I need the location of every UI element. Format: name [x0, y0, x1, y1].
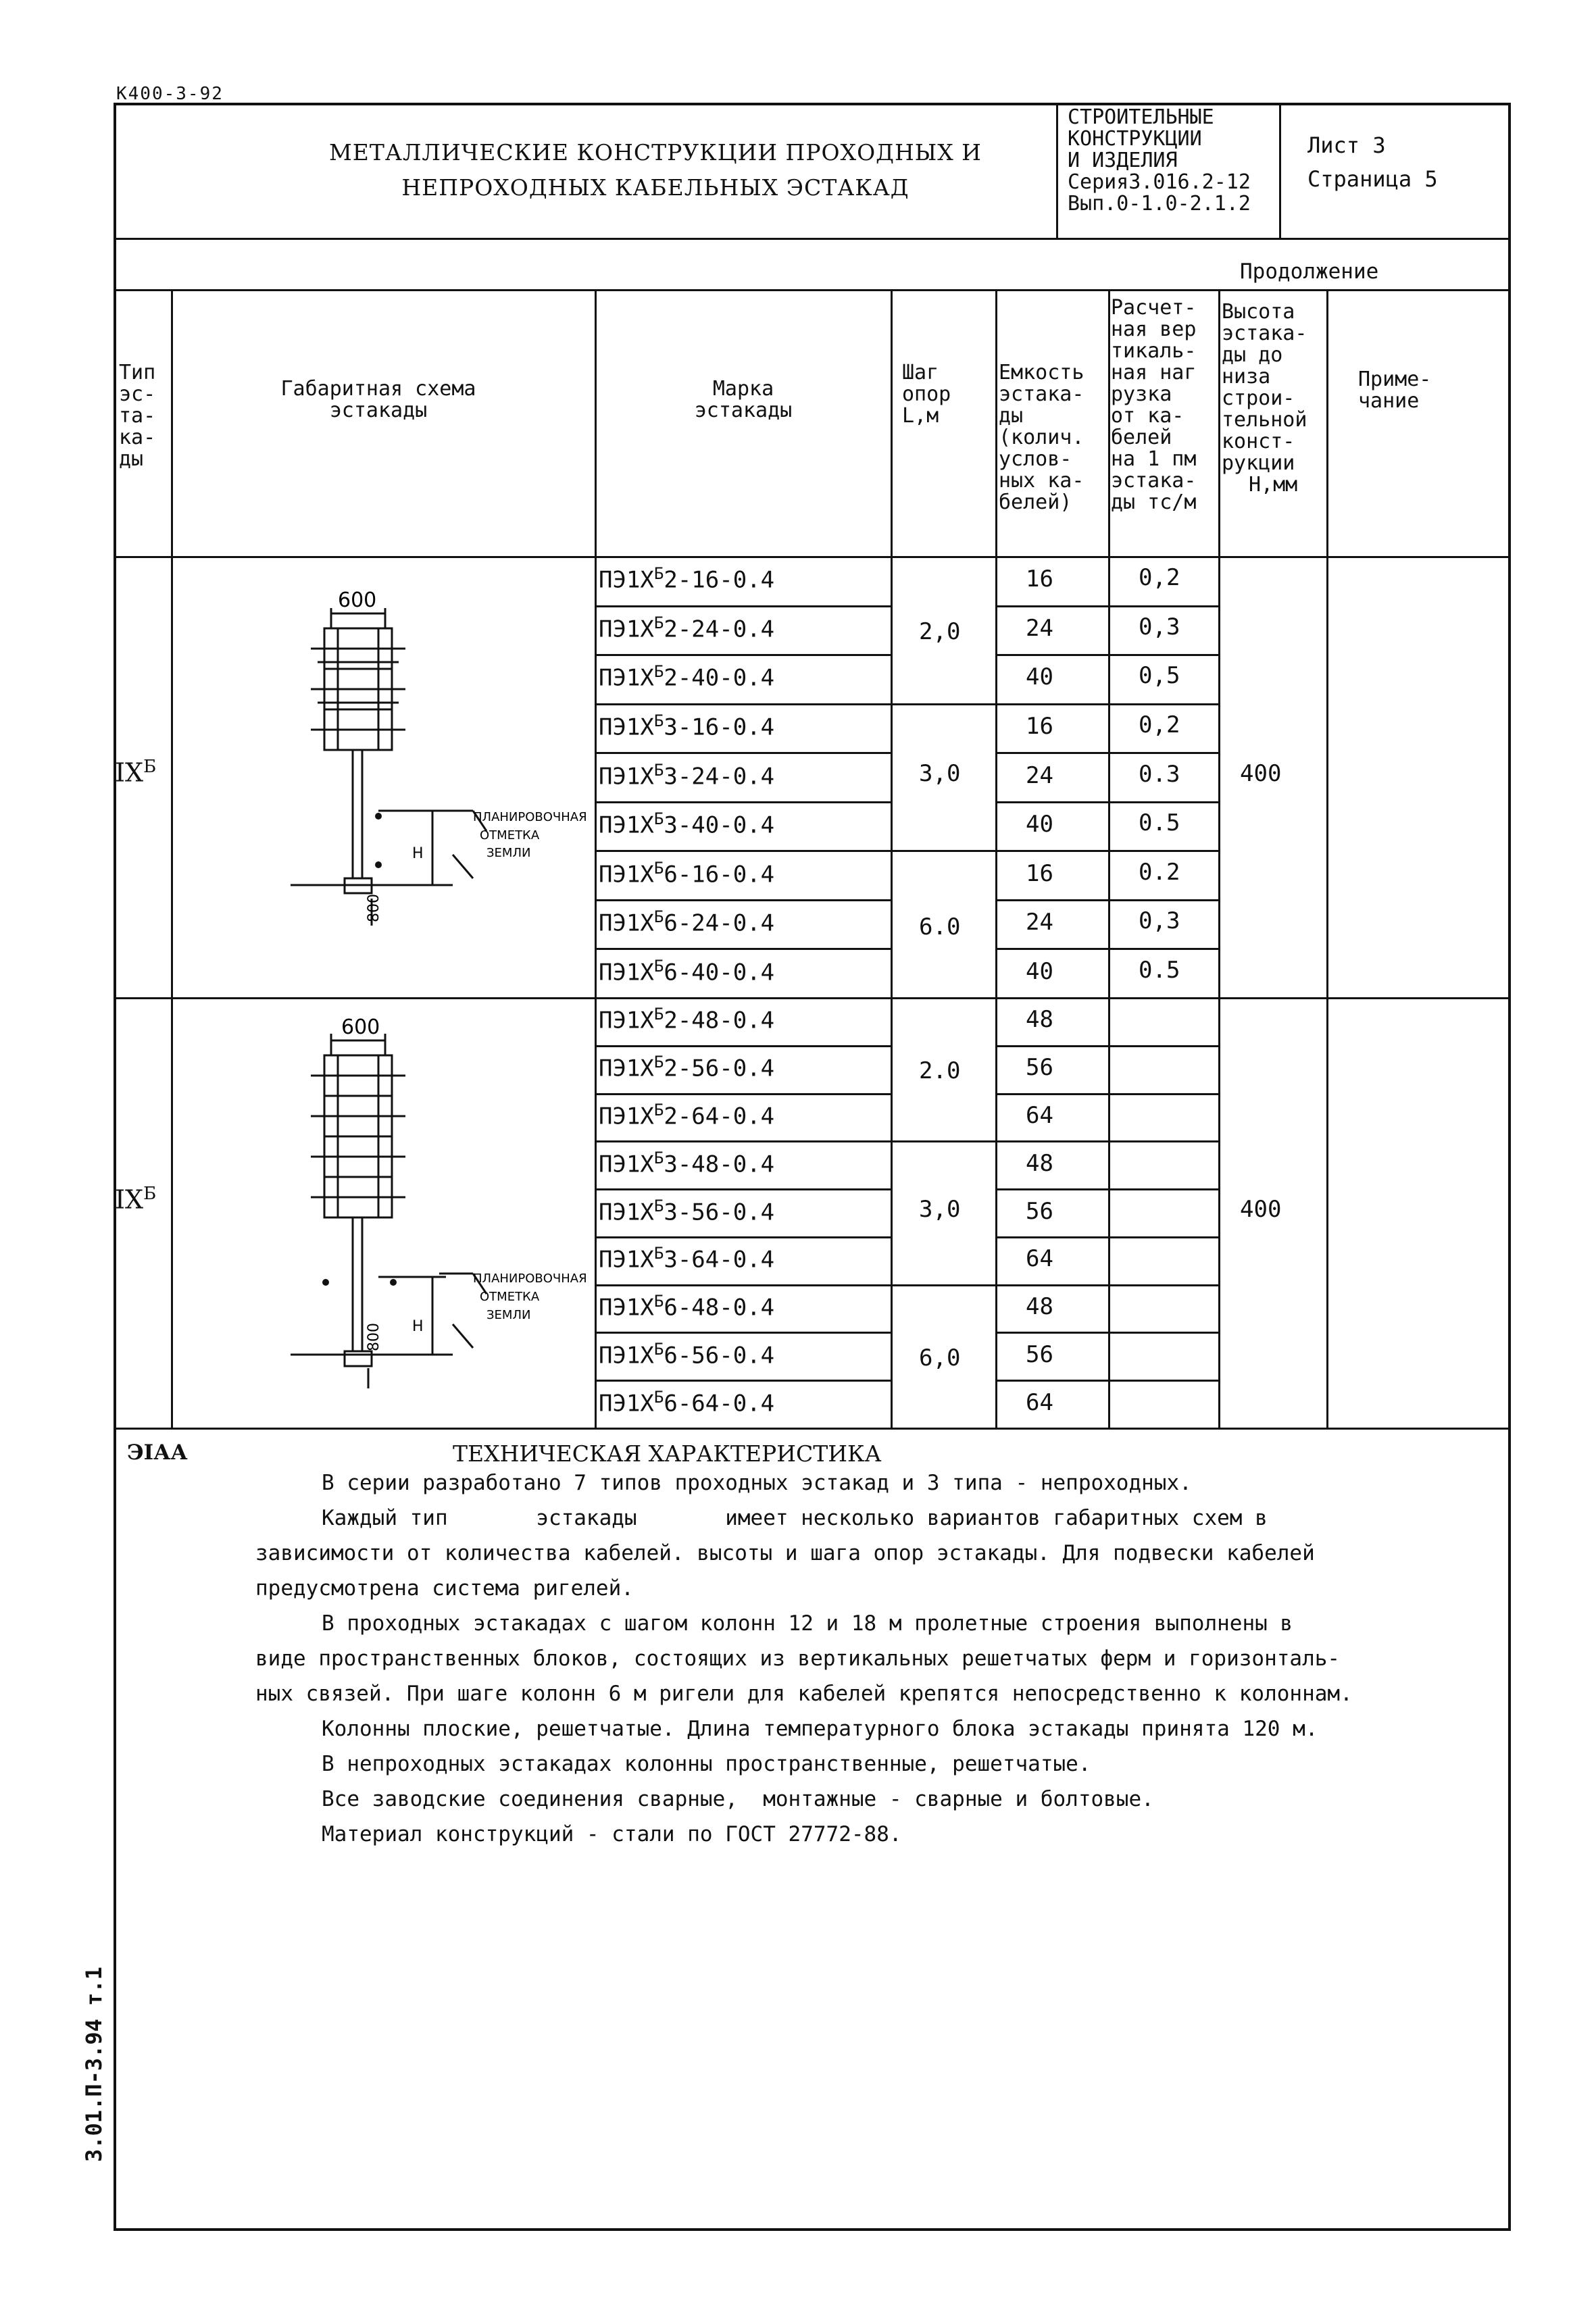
row-separator-mark	[595, 1332, 891, 1334]
mark-cell	[599, 907, 774, 936]
header-mark: Марка эстакады	[694, 377, 793, 422]
tech-line-11: Материал конструкций - стали по ГОСТ 27772-88.	[322, 1822, 902, 1846]
svg-text:ПЛАНИРОВОЧНАЯ: ПЛАНИРОВОЧНАЯ	[473, 1272, 587, 1286]
svg-text:Н: Н	[412, 1318, 424, 1335]
capacity-cell: 48	[1026, 1293, 1053, 1321]
row-separator-values	[995, 1188, 1218, 1190]
tech-line-10: Все заводские соединения сварные, монтажные - сварные и болтовые.	[322, 1787, 1154, 1811]
mark-sup: Б	[653, 711, 664, 730]
sheet-number: Лист 3	[1307, 132, 1386, 158]
row-separator-mark	[595, 703, 891, 705]
mark-prefix: ПЭ1Х	[599, 1151, 654, 1178]
header-step: Шаг опор L,м	[902, 361, 951, 428]
row-separator-mark	[595, 1380, 891, 1382]
mark-sup: Б	[653, 907, 664, 927]
mark-prefix: ПЭ1Х	[599, 1246, 654, 1274]
row-separator-mark	[595, 1045, 891, 1047]
svg-text:ОТМЕТКА: ОТМЕТКА	[480, 828, 540, 842]
tech-line-1: В серии разработано 7 типов проходных эстакад и 3 типа - непроходных.	[322, 1471, 1192, 1495]
capacity-cell: 64	[1026, 1101, 1053, 1129]
row-separator-values	[995, 1140, 1218, 1142]
mark-prefix: ПЭ1Х	[599, 860, 654, 888]
mark-cell	[599, 1388, 774, 1417]
group-2-height: 400	[1240, 1196, 1282, 1223]
mark-prefix: ПЭ1Х	[599, 909, 654, 937]
capacity-cell: 48	[1026, 1149, 1053, 1177]
mark-cell	[599, 711, 774, 740]
step-separator	[891, 1140, 995, 1142]
row-separator-values	[995, 1045, 1218, 1047]
row-separator-values	[995, 752, 1218, 754]
mark-sup: Б	[653, 809, 664, 829]
table-bottom-line	[114, 1428, 1511, 1430]
mark-cell	[599, 564, 774, 593]
mark-cell	[599, 859, 774, 888]
mark-prefix: ПЭ1Х	[599, 713, 654, 741]
title-line-1: МЕТАЛЛИЧЕСКИЕ КОНСТРУКЦИИ ПРОХОДНЫХ И	[329, 139, 982, 166]
load-cell: 0,2	[1139, 711, 1180, 738]
mark-suffix: 6-40-0.4	[664, 959, 775, 986]
row-separator-values	[995, 948, 1218, 950]
mark-prefix: ПЭ1Х	[599, 1342, 654, 1369]
series-line-4: Серия3.016.2-12	[1068, 170, 1251, 194]
continuation-label: Продолжение	[1240, 259, 1379, 284]
mark-sup: Б	[653, 1100, 664, 1120]
mark-cell	[599, 957, 774, 986]
mark-prefix: ПЭ1Х	[599, 959, 654, 986]
load-cell: 0,3	[1139, 907, 1180, 935]
table-top-line	[114, 289, 1511, 291]
row-separator-mark	[595, 1093, 891, 1095]
series-block	[1068, 107, 1277, 215]
mark-cell	[599, 1101, 774, 1130]
mark-suffix: 6-24-0.4	[664, 909, 775, 937]
row-separator-mark	[595, 605, 891, 607]
mark-cell	[599, 1053, 774, 1082]
group-2-step-2: 3,0	[919, 1196, 961, 1223]
col-line-height	[1326, 289, 1328, 1428]
capacity-cell: 56	[1026, 1054, 1053, 1082]
row-separator-mark	[595, 752, 891, 754]
tech-line-7: ных связей. При шаге колонн 6 м ригели для кабелей крепятся непосредственно к колоннам.	[255, 1682, 1353, 1706]
row-separator-values	[995, 605, 1218, 607]
header-height: Высота эстака- ды до низа строи- тельной конст- рукции Н,мм	[1222, 300, 1307, 497]
col-line-type	[171, 289, 173, 1428]
row-separator-mark	[595, 1140, 891, 1142]
row-separator-mark	[595, 1284, 891, 1286]
col-line-load	[1218, 289, 1220, 1428]
header-type: Тип эс- та- ка- ды	[119, 361, 156, 471]
series-line-2: КОНСТРУКЦИИ	[1068, 127, 1202, 151]
mark-cell	[599, 1244, 774, 1273]
col-line-schema	[595, 289, 597, 1428]
mark-suffix: 3-16-0.4	[664, 713, 775, 741]
svg-text:Н: Н	[412, 845, 424, 862]
capacity-cell: 16	[1026, 859, 1053, 887]
mark-prefix: ПЭ1Х	[599, 1389, 654, 1417]
mark-sup: Б	[653, 1339, 664, 1359]
document-title	[284, 135, 1027, 205]
tech-title: ТЕХНИЧЕСКАЯ ХАРАКТЕРИСТИКА	[453, 1440, 882, 1467]
capacity-cell: 64	[1026, 1245, 1053, 1273]
title-vline-2	[1279, 103, 1281, 238]
mark-prefix: ПЭ1Х	[599, 1103, 654, 1130]
sheet-info	[1307, 128, 1438, 196]
series-line-3: И ИЗДЕЛИЯ	[1068, 149, 1178, 172]
tech-line-3: зависимости от количества кабелей. высоты и шага опор эстакады. Для подвески кабелей	[255, 1541, 1315, 1565]
group-1-step-3: 6.0	[919, 913, 961, 940]
tech-line-5: В проходных эстакадах с шагом колонн 12 и 18 м пролетные строения выполнены в	[322, 1611, 1293, 1636]
mark-sup: Б	[653, 564, 664, 584]
group-1-type: $IX^Б$	[115, 757, 157, 788]
mark-suffix: 6-56-0.4	[664, 1342, 775, 1369]
step-separator	[891, 1284, 995, 1286]
mark-sup: Б	[653, 1005, 664, 1024]
tech-line-8: Колонны плоские, решетчатые. Длина температурного блока эстакады принята 120 м.	[322, 1717, 1318, 1741]
mark-suffix: 3-48-0.4	[664, 1151, 775, 1178]
col-line-capacity	[1108, 289, 1110, 1428]
mark-prefix: ПЭ1Х	[599, 615, 654, 643]
side-stamp: 3.01.П-3.94 т.1	[81, 1967, 107, 2162]
capacity-cell: 16	[1026, 565, 1053, 593]
load-cell: 0.5	[1139, 809, 1180, 837]
mark-suffix: 2-56-0.4	[664, 1055, 775, 1082]
mark-sup: Б	[653, 1053, 664, 1072]
mark-suffix: 6-16-0.4	[664, 860, 775, 888]
group-1-step-2: 3,0	[919, 760, 961, 787]
mark-suffix: 2-48-0.4	[664, 1007, 775, 1034]
mark-suffix: 2-16-0.4	[664, 566, 775, 594]
row-separator-mark	[595, 654, 891, 656]
page-number: Страница 5	[1307, 166, 1438, 192]
step-separator	[891, 850, 995, 852]
row-separator-values	[995, 1236, 1218, 1238]
group-2-type: $IX^Б$	[115, 1184, 157, 1215]
mark-prefix: ПЭ1Х	[599, 664, 654, 692]
row-separator-mark	[595, 801, 891, 803]
row-separator-values	[995, 1332, 1218, 1334]
mark-suffix: 3-56-0.4	[664, 1198, 775, 1226]
mark-cell	[599, 1005, 774, 1034]
series-line-1: СТРОИТЕЛЬНЫЕ	[1068, 105, 1214, 129]
schema-1-width: 600	[338, 588, 377, 612]
capacity-cell: 40	[1026, 811, 1053, 838]
group-2-step-1: 2.0	[919, 1057, 961, 1084]
group-1-height: 400	[1240, 760, 1282, 787]
schema-2-width: 600	[341, 1015, 380, 1039]
schema-drawing-2	[277, 1013, 595, 1392]
mark-prefix: ПЭ1Х	[599, 566, 654, 594]
svg-text:ЗЕМЛИ: ЗЕМЛИ	[487, 846, 531, 860]
tech-line-2: Каждый тип эстакады имеет несколько вариантов габаритных схем в	[322, 1506, 1268, 1530]
load-cell: 0,2	[1139, 564, 1180, 592]
mark-cell	[599, 1149, 774, 1178]
mark-sup: Б	[653, 613, 664, 632]
capacity-cell: 40	[1026, 957, 1053, 985]
mark-prefix: ПЭ1Х	[599, 1198, 654, 1226]
mark-prefix: ПЭ1Х	[599, 1055, 654, 1082]
mark-suffix: 6-48-0.4	[664, 1294, 775, 1322]
col-line-step	[995, 289, 997, 1428]
row-separator-mark	[595, 1236, 891, 1238]
mark-sup: Б	[653, 956, 664, 976]
title-line-2: НЕПРОХОДНЫХ КАБЕЛЬНЫХ ЭСТАКАД	[401, 174, 909, 201]
mark-sup: Б	[653, 1387, 664, 1407]
capacity-cell: 24	[1026, 761, 1053, 789]
mark-suffix: 3-40-0.4	[664, 811, 775, 839]
row-separator-values	[995, 1093, 1218, 1095]
tech-line-9: В непроходных эстакадах колонны пространственные, решетчатые.	[322, 1752, 1091, 1776]
svg-text:ПЛАНИРОВОЧНАЯ: ПЛАНИРОВОЧНАЯ	[473, 810, 587, 824]
capacity-cell: 16	[1026, 712, 1053, 740]
header-schema: Габаритная схема эстакады	[280, 377, 476, 422]
row-separator-values	[995, 850, 1218, 852]
step-separator	[891, 703, 995, 705]
mark-sup: Б	[653, 662, 664, 682]
mark-prefix: ПЭ1Х	[599, 1007, 654, 1034]
svg-text:800: 800	[366, 1323, 382, 1351]
group-1-step-1: 2,0	[919, 618, 961, 645]
row-separator-mark	[595, 850, 891, 852]
mark-cell	[599, 613, 774, 643]
row-separator-values	[995, 703, 1218, 705]
group-divider	[114, 997, 1511, 999]
title-vline-1	[1056, 103, 1058, 238]
mark-cell	[599, 1340, 774, 1369]
mark-suffix: 2-64-0.4	[664, 1103, 775, 1130]
mark-cell	[599, 1292, 774, 1321]
svg-text:ЗЕМЛИ: ЗЕМЛИ	[487, 1308, 531, 1322]
load-cell: 0.5	[1139, 956, 1180, 984]
header-note: Приме- чание	[1358, 368, 1432, 413]
svg-text:800: 800	[366, 894, 382, 922]
mark-sup: Б	[653, 1292, 664, 1311]
capacity-cell: 56	[1026, 1340, 1053, 1368]
row-separator-values	[995, 1380, 1218, 1382]
mark-suffix: 6-64-0.4	[664, 1389, 775, 1417]
mark-suffix: 2-40-0.4	[664, 664, 775, 692]
capacity-cell: 24	[1026, 909, 1053, 936]
col-line-mark	[891, 289, 893, 1428]
row-separator-mark	[595, 948, 891, 950]
header-capacity: Емкость эстака- ды (колич. услов- ных ка- белей)	[999, 361, 1084, 514]
load-cell: 0.2	[1139, 858, 1180, 886]
mark-prefix: ПЭ1Х	[599, 1294, 654, 1322]
document-code: К400-3-92	[116, 84, 224, 104]
mark-sup: Б	[653, 858, 664, 878]
row-separator-values	[995, 654, 1218, 656]
mark-sup: Б	[653, 1196, 664, 1215]
capacity-cell: 48	[1026, 1006, 1053, 1034]
capacity-cell: 24	[1026, 614, 1053, 642]
mark-cell	[599, 662, 774, 691]
tech-line-4: предусмотрена система ригелей.	[255, 1576, 634, 1601]
header-bottom-line	[114, 556, 1511, 558]
load-cell: 0,5	[1139, 662, 1180, 690]
tech-line-6: виде пространственных блоков, состоящих из вертикальных решетчатых ферм и горизонталь-	[255, 1646, 1341, 1671]
mark-sup: Б	[653, 760, 664, 780]
svg-text:ОТМЕТКА: ОТМЕТКА	[480, 1290, 540, 1304]
mark-sup: Б	[653, 1244, 664, 1263]
mark-prefix: ПЭ1Х	[599, 811, 654, 839]
title-divider	[114, 238, 1511, 240]
row-separator-values	[995, 899, 1218, 901]
header-load: Расчет- ная вер тикаль- ная наг рузка от ка- белей на 1 пм эстака- ды тс/м	[1111, 296, 1197, 514]
series-line-5: Вып.0-1.0-2.1.2	[1068, 192, 1251, 216]
load-cell: 0,3	[1139, 613, 1180, 640]
capacity-cell: 40	[1026, 663, 1053, 691]
group-2-step-3: 6,0	[919, 1344, 961, 1372]
row-separator-mark	[595, 1188, 891, 1190]
mark-suffix: 2-24-0.4	[664, 615, 775, 643]
mark-cell	[599, 809, 774, 838]
schema-drawing-1	[277, 588, 595, 926]
section-marker: ЭIАА	[127, 1440, 188, 1465]
row-separator-mark	[595, 899, 891, 901]
row-separator-values	[995, 801, 1218, 803]
mark-suffix: 3-24-0.4	[664, 762, 775, 790]
capacity-cell: 56	[1026, 1197, 1053, 1225]
mark-suffix: 3-64-0.4	[664, 1246, 775, 1274]
load-cell: 0.3	[1139, 760, 1180, 788]
row-separator-values	[995, 1284, 1218, 1286]
capacity-cell: 64	[1026, 1388, 1053, 1416]
mark-prefix: ПЭ1Х	[599, 762, 654, 790]
mark-sup: Б	[653, 1148, 664, 1167]
mark-cell	[599, 1197, 774, 1226]
mark-cell	[599, 761, 774, 790]
